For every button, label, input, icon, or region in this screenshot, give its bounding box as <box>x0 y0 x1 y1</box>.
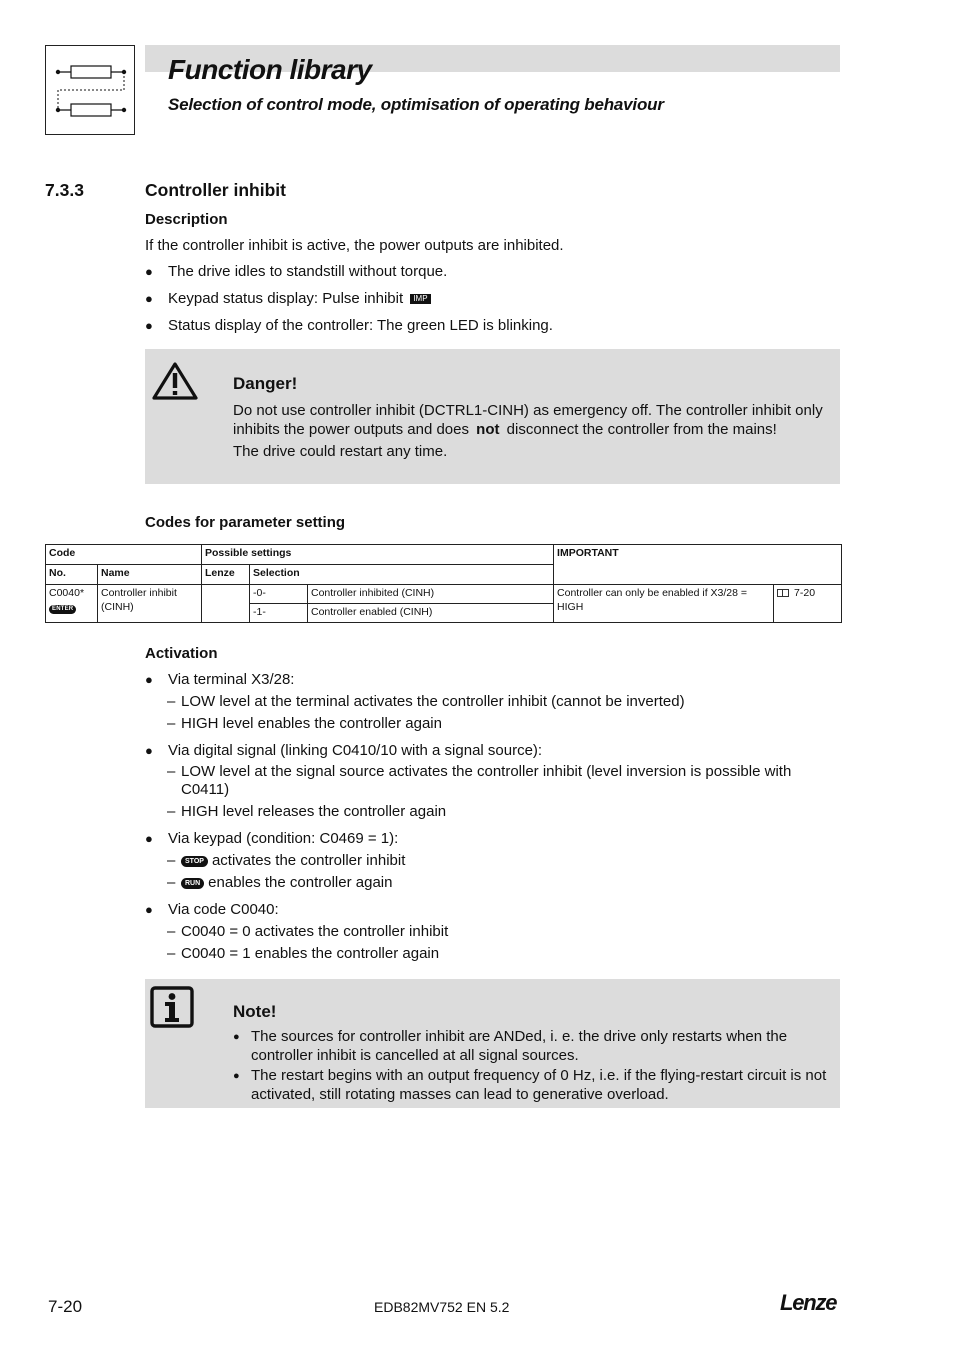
codes-heading: Codes for parameter setting <box>145 514 346 531</box>
option-value: -1- <box>250 604 308 623</box>
activation-subitem: – RUN enables the controller again <box>167 874 393 891</box>
info-icon <box>150 986 194 1028</box>
section-title: Controller inhibit <box>145 180 286 200</box>
page-number: 7-20 <box>48 1297 83 1316</box>
chapter-icon <box>45 45 135 135</box>
code-name-cell: Controller inhibit (CINH) <box>98 585 202 623</box>
run-key-icon: RUN <box>181 878 204 889</box>
page-subtitle: Selection of control mode, optimisation of operating behaviour <box>168 95 664 114</box>
imp-display-icon: IMP <box>410 294 430 304</box>
note-item: ● The restart begins with an output frequency of 0 Hz, i.e. if the flying-restart circuit is not activated, still rotating masses can lead to generative overload. <box>233 1067 827 1103</box>
activation-subitem: – STOP activates the controller inhibit <box>167 852 406 869</box>
page-title: Function library <box>168 54 372 85</box>
danger-text-2: The drive could restart any time. <box>233 443 448 460</box>
option-text: Controller enabled (CINH) <box>308 604 554 623</box>
brand-logo: Lenze <box>780 1290 837 1315</box>
book-icon <box>777 589 789 597</box>
activation-subitem: – C0040 = 0 activates the controller inhibit <box>167 923 449 940</box>
parameter-table <box>45 544 842 623</box>
description-heading: Description <box>145 211 228 228</box>
table-row <box>46 585 842 604</box>
note-title: Note! <box>233 1002 277 1021</box>
header-important: IMPORTANT <box>554 545 842 585</box>
header-possible-settings: Possible settings <box>202 545 554 565</box>
header-no: No. <box>46 565 98 585</box>
circuit-diagram-icon <box>46 46 134 134</box>
activation-subitem: – LOW level at the terminal activates the controller inhibit (cannot be inverted) <box>167 693 685 710</box>
danger-text: Do not use controller inhibit (DCTRL1-CINH) as emergency off. The controller inhibit only inhibits the power outputs and does not disconnect the controller from the mains! The drive could restart any time. <box>233 402 833 462</box>
note-item: ● The sources for controller inhibit are ANDed, i. e. the drive only restarts when the controller inhibit is cancelled at all signal sources. <box>233 1028 788 1064</box>
activation-subitem: – LOW level at the signal source activates the controller inhibit (level inversion is possible with C0411) <box>167 763 792 798</box>
activation-heading: Activation <box>145 645 218 662</box>
header-lenze: Lenze <box>202 565 250 585</box>
code-no-cell: C0040* ENTER <box>46 585 98 623</box>
enter-key-icon: ENTER <box>49 605 76 614</box>
danger-title: Danger! <box>233 374 298 393</box>
activation-subitem: – HIGH level enables the controller again <box>167 715 442 732</box>
option-text: Controller inhibited (CINH) <box>308 585 554 604</box>
stop-key-icon: STOP <box>181 856 208 867</box>
activation-subitem: – C0040 = 1 enables the controller again <box>167 945 440 962</box>
activation-subitem: – HIGH level releases the controller again <box>167 803 447 820</box>
code-lenze-cell <box>202 585 250 623</box>
description-intro: If the controller inhibit is active, the power outputs are inhibited. <box>145 237 564 254</box>
header-code: Code <box>46 545 202 565</box>
header-selection: Selection <box>250 565 554 585</box>
header-name: Name <box>98 565 202 585</box>
section-number: 7.3.3 <box>45 180 84 200</box>
option-value: -0- <box>250 585 308 604</box>
danger-emphasis: not <box>476 420 500 438</box>
important-cell: Controller can only be enabled if X3/28 = HIGH <box>554 585 774 623</box>
reference-cell: 7-20 <box>774 585 842 623</box>
document-id: EDB82MV752 EN 5.2 <box>374 1299 510 1315</box>
warning-triangle-icon <box>151 361 199 401</box>
